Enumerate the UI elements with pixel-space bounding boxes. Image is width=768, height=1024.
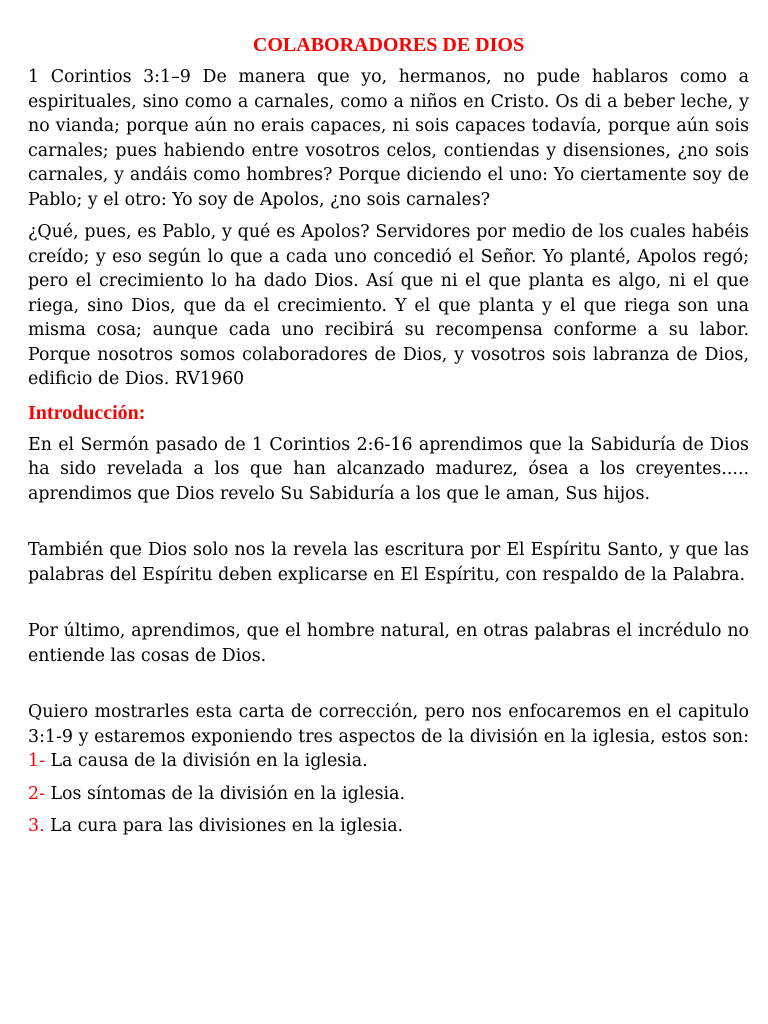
aspect-3-text: La cura para las divisiones en la iglesia. (44, 816, 404, 836)
aspect-3-item (28, 814, 749, 839)
aspect-2-item (28, 782, 749, 807)
intro-paragraph-2: También que Dios solo nos la revela las escritura por El Espíritu Santo, y que las palabras del Espíritu deben explicarse en El Espíritu, con respaldo de la Palabra. (28, 540, 749, 585)
scripture-paragraph-1: 1 Corintios 3:1–9 De manera que yo, hermanos, no pude hablaros como a espirituales, sino como a carnales, como a niños en Cristo. Os di a beber leche, y no vianda; porque aún no erais capaces, ni sois capaces todavía, porque aún sois carnales; pues habiendo entre vosotros celos, contiendas y disensiones, ¿no sois carnales, y andáis como hombres? Porque diciendo el uno: Yo ciertamente soy de Pablo; y el otro: Yo soy de Apolos, ¿no sois carnales? (28, 67, 749, 210)
aspect-3-number: 3. (28, 816, 45, 836)
document-title: COLABORADORES DE DIOS (252, 34, 525, 56)
intro-paragraph-4 (28, 700, 749, 774)
introduction-heading: Introducción: (28, 401, 146, 424)
aspect-2-text: Los síntomas de la división en la iglesia. (44, 783, 405, 804)
intro-paragraph-4-text: Quiero mostrarles esta carta de corrección, pero nos enfocaremos en el capitulo 3:1-9 y estaremos exponiendo tres aspectos de la división en la iglesia, estos son: (28, 702, 749, 747)
aspect-1-number: 1- (28, 751, 45, 771)
aspect-1-text: La causa de la división en la iglesia. (44, 751, 368, 771)
aspect-2-number: 2- (28, 783, 45, 804)
intro-paragraph-1: En el Sermón pasado de 1 Corintios 2:6-16 aprendimos que la Sabiduría de Dios ha sido revelada a los que han alcanzado madurez, ósea a los creyentes..... aprendimos que Dios revelo Su Sabiduría a los que le aman, Sus hijos. (28, 434, 749, 504)
intro-paragraph-3: Por último, aprendimos, que el hombre natural, en otras palabras el incrédulo no entiende las cosas de Dios. (28, 621, 749, 666)
scripture-paragraph-2: ¿Qué, pues, es Pablo, y qué es Apolos? Servidores por medio de los cuales habéis creído; y eso según lo que a cada uno concedió el Señor. Yo planté, Apolos regó; pero el crecimiento lo ha dado Dios. Así que ni el que planta es algo, ni el que riega, sino Dios, que da el crecimiento. Y el que planta y el que riega son una misma cosa; aunque cada uno recibirá su recompensa conforme a su labor. Porque nosotros somos colaboradores de Dios, y vosotros sois labranza de Dios, edificio de Dios. RV1960 (28, 222, 749, 389)
